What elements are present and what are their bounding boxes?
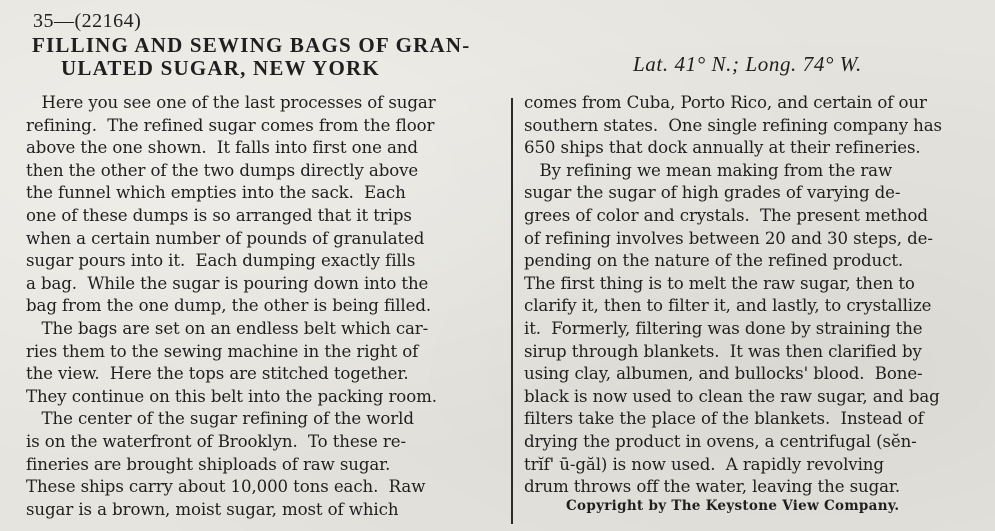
- text-line: These ships carry about 10,000 tons each. Raw: [26, 477, 426, 497]
- text-line: ries them to the sewing machine in the right of: [26, 341, 419, 361]
- text-line: the funnel which empties into the sack. Each: [26, 183, 406, 203]
- text-line: They continue on this belt into the packing room.: [26, 386, 437, 406]
- text-line: grees of color and crystals. The present method: [524, 205, 928, 225]
- text-line: Here you see one of the last processes of sugar: [26, 93, 436, 112]
- text-line: sugar the sugar of high grades of varying de-: [524, 183, 901, 203]
- text-line: a bag. While the sugar is pouring down into the: [26, 273, 429, 293]
- text-line: By refining we mean making from the raw: [524, 160, 893, 180]
- text-line: clarify it, then to filter it, and lastly, to crystallize: [524, 296, 932, 316]
- text-line: trĭf' ū-găl) is now used. A rapidly revolving: [524, 454, 884, 474]
- text-line: The center of the sugar refining of the world: [26, 409, 414, 429]
- text-line: 650 ships that dock annually at their refineries.: [524, 138, 921, 158]
- text-line: it. Formerly, filtering was done by straining the: [524, 318, 923, 338]
- text-line: of refining involves between 20 and 30 steps, de-: [524, 228, 933, 248]
- copyright-notice: Copyright by The Keystone View Company.: [566, 498, 900, 514]
- title-line-2: ULATED SUGAR, NEW YORK: [61, 56, 380, 80]
- text-line: above the one shown. It falls into first one and: [26, 138, 418, 158]
- text-line: then the other of the two dumps directly above: [26, 160, 419, 180]
- title-line-1: FILLING AND SEWING BAGS OF GRAN-: [32, 33, 471, 57]
- text-line: southern states. One single refining company has: [524, 115, 942, 135]
- text-line: pending on the nature of the refined product.: [524, 251, 904, 271]
- column-divider: [511, 98, 513, 524]
- text-line: when a certain number of pounds of granulated: [26, 228, 425, 248]
- text-line: the view. Here the tops are stitched together.: [26, 364, 409, 384]
- text-line: sirup through blankets. It was then clarified by: [524, 341, 922, 361]
- text-line: filters take the place of the blankets. Instead of: [524, 409, 924, 429]
- catalog-code: 35—(22164): [33, 10, 142, 32]
- text-line: one of these dumps is so arranged that it trips: [26, 205, 412, 225]
- text-line: using clay, albumen, and bullocks' blood. Bone-: [524, 364, 923, 384]
- left-column: [26, 92, 504, 521]
- right-column: [524, 92, 995, 499]
- text-line: drying the product in ovens, a centrifugal (sĕn-: [524, 431, 917, 451]
- latitude-longitude: Lat. 41° N.; Long. 74° W.: [633, 52, 862, 76]
- text-line: comes from Cuba, Porto Rico, and certain of our: [524, 93, 927, 112]
- text-line: bag from the one dump, the other is being filled.: [26, 296, 432, 316]
- text-line: drum throws off the water, leaving the sugar.: [524, 477, 901, 497]
- text-line: sugar is a brown, moist sugar, most of which: [26, 499, 399, 519]
- text-line: refining. The refined sugar comes from the floor: [26, 115, 435, 135]
- text-line: sugar pours into it. Each dumping exactly fills: [26, 251, 416, 271]
- text-line: black is now used to clean the raw sugar, and bag: [524, 386, 940, 406]
- page-title: [32, 34, 502, 80]
- text-line: fineries are brought shiploads of raw sugar.: [26, 454, 391, 474]
- text-line: The first thing is to melt the raw sugar, then to: [524, 273, 915, 293]
- text-line: is on the waterfront of Brooklyn. To these re-: [26, 431, 406, 451]
- text-line: The bags are set on an endless belt which car-: [26, 318, 429, 338]
